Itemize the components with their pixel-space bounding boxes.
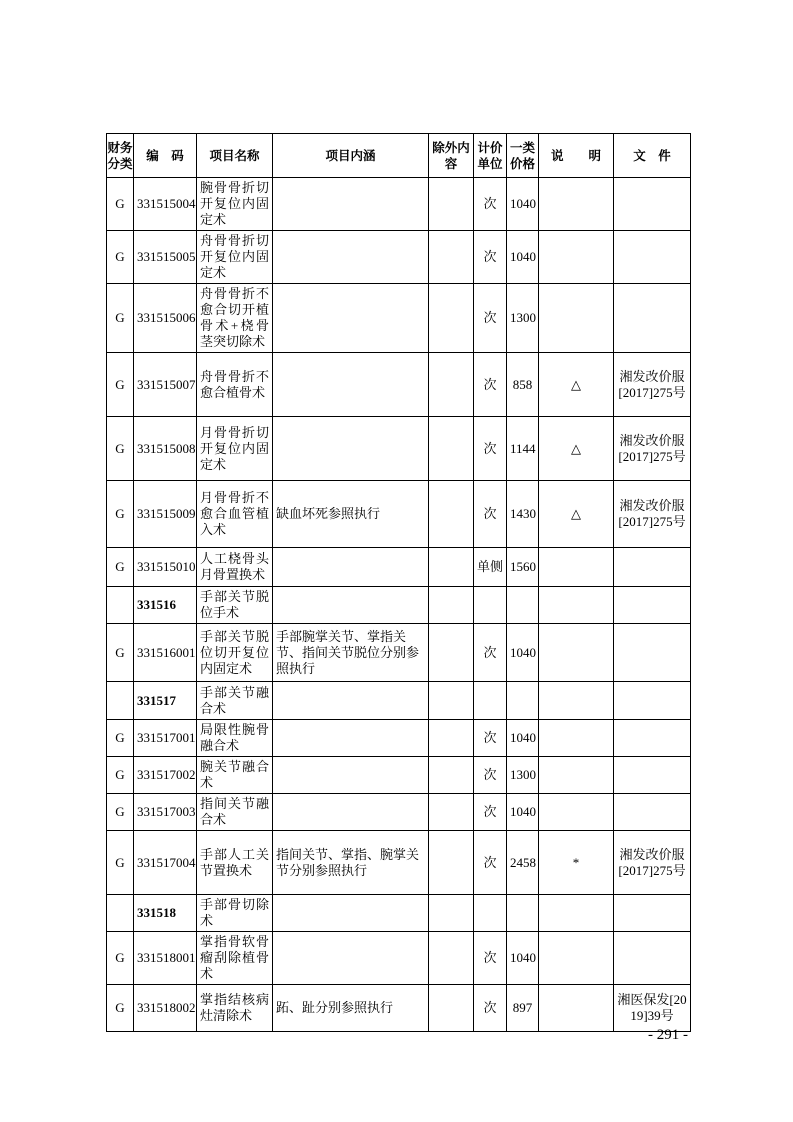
header-item-content: 项目内涵 [273,134,429,178]
cell-code: 331517004 [134,831,197,895]
cell-excluded [429,353,474,417]
cell-finance-class: G [107,231,134,284]
cell-unit: 次 [474,720,507,757]
cell-item-name: 手部骨切除术 [197,895,273,932]
cell-finance-class: G [107,831,134,895]
page-number: - 291 - [648,1027,688,1043]
cell-price: 1040 [507,794,539,831]
cell-finance-class: G [107,548,134,587]
cell-price: 1040 [507,231,539,284]
table-row [107,284,691,353]
cell-excluded [429,481,474,548]
cell-note [539,231,614,284]
cell-price: 1300 [507,757,539,794]
cell-code: 331515004 [134,178,197,231]
cell-finance-class: G [107,624,134,682]
cell-note [539,757,614,794]
table-row [107,757,691,794]
cell-price: 1040 [507,720,539,757]
cell-finance-class: G [107,417,134,481]
cell-item-name: 腕骨骨折切开复位内固定术 [197,178,273,231]
cell-unit [474,682,507,720]
cell-excluded [429,682,474,720]
cell-price: 897 [507,985,539,1032]
cell-item-content: 手部腕掌关节、掌指关节、指间关节脱位分别参照执行 [273,624,429,682]
cell-item-content [273,895,429,932]
cell-code: 331518 [134,895,197,932]
cell-item-content [273,353,429,417]
cell-note [539,587,614,624]
cell-excluded [429,831,474,895]
cell-finance-class: G [107,985,134,1032]
cell-finance-class [107,895,134,932]
table-row [107,682,691,720]
cell-unit: 次 [474,481,507,548]
cell-unit: 次 [474,417,507,481]
table-row [107,720,691,757]
header-class1-price: 一类价格 [507,134,539,178]
table-body [107,178,691,1032]
cell-finance-class: G [107,757,134,794]
cell-document: 湘发改价服[2017]275号 [614,831,691,895]
header-remark: 说 明 [539,134,614,178]
cell-document [614,548,691,587]
cell-item-name: 掌指骨软骨瘤刮除植骨术 [197,932,273,985]
cell-note [539,720,614,757]
cell-unit: 次 [474,284,507,353]
cell-code: 331515007 [134,353,197,417]
cell-finance-class: G [107,353,134,417]
cell-item-content: 跖、趾分别参照执行 [273,985,429,1032]
cell-unit: 次 [474,831,507,895]
cell-price [507,587,539,624]
cell-excluded [429,548,474,587]
cell-document: 湘医保发[2019]39号 [614,985,691,1032]
cell-price: 1144 [507,417,539,481]
cell-document [614,624,691,682]
cell-code: 331517001 [134,720,197,757]
cell-item-name: 人工桡骨头月骨置换术 [197,548,273,587]
cell-excluded [429,985,474,1032]
cell-price: 1040 [507,178,539,231]
cell-note [539,932,614,985]
table-row [107,548,691,587]
cell-unit: 次 [474,178,507,231]
cell-excluded [429,231,474,284]
cell-note: △ [539,481,614,548]
cell-price [507,895,539,932]
cell-excluded [429,587,474,624]
cell-unit: 次 [474,231,507,284]
cell-note: △ [539,417,614,481]
cell-item-content [273,587,429,624]
cell-excluded [429,178,474,231]
table-row [107,895,691,932]
cell-item-content: 缺血坏死参照执行 [273,481,429,548]
cell-item-content [273,284,429,353]
cell-excluded [429,794,474,831]
cell-code: 331515008 [134,417,197,481]
cell-document: 湘发改价服[2017]275号 [614,417,691,481]
cell-item-name: 手部关节脱位切开复位内固定术 [197,624,273,682]
cell-item-name: 舟骨骨折不愈合切开植骨术+桡骨茎突切除术 [197,284,273,353]
table-row [107,481,691,548]
cell-excluded [429,284,474,353]
header-excluded-content: 除外内容 [429,134,474,178]
cell-note: △ [539,353,614,417]
cell-price [507,682,539,720]
cell-unit: 次 [474,353,507,417]
cell-finance-class: G [107,794,134,831]
table-row [107,417,691,481]
cell-code: 331517 [134,682,197,720]
cell-item-name: 手部关节脱位手术 [197,587,273,624]
cell-item-name: 舟骨骨折切开复位内固定术 [197,231,273,284]
table-row [107,932,691,985]
table-row [107,353,691,417]
cell-document [614,231,691,284]
cell-document [614,284,691,353]
cell-unit: 次 [474,932,507,985]
table-row [107,794,691,831]
cell-code: 331517002 [134,757,197,794]
cell-price: 1040 [507,624,539,682]
cell-item-name: 手部人工关节置换术 [197,831,273,895]
cell-excluded [429,895,474,932]
cell-excluded [429,932,474,985]
cell-price: 858 [507,353,539,417]
header-row [107,134,691,178]
table-row [107,231,691,284]
cell-document [614,895,691,932]
cell-note: * [539,831,614,895]
cell-note [539,794,614,831]
table-row [107,985,691,1032]
cell-item-name: 月骨骨折不愈合血管植入术 [197,481,273,548]
cell-code: 331515010 [134,548,197,587]
cell-item-name: 手部关节融合术 [197,682,273,720]
cell-code: 331518001 [134,932,197,985]
cell-item-name: 舟骨骨折不愈合植骨术 [197,353,273,417]
cell-item-content [273,794,429,831]
cell-code: 331516001 [134,624,197,682]
table-header [107,134,691,178]
cell-document [614,178,691,231]
header-document: 文 件 [614,134,691,178]
cell-unit: 次 [474,794,507,831]
cell-note [539,895,614,932]
cell-item-content [273,417,429,481]
cell-code: 331518002 [134,985,197,1032]
cell-price: 1040 [507,932,539,985]
cell-note [539,985,614,1032]
cell-document: 湘发改价服[2017]275号 [614,481,691,548]
cell-document [614,932,691,985]
cell-finance-class: G [107,284,134,353]
cell-code: 331515006 [134,284,197,353]
cell-code: 331516 [134,587,197,624]
cell-excluded [429,624,474,682]
cell-finance-class [107,682,134,720]
cell-item-content [273,548,429,587]
cell-finance-class: G [107,481,134,548]
price-table [106,133,691,1032]
cell-finance-class: G [107,932,134,985]
cell-unit: 单侧 [474,548,507,587]
cell-document [614,794,691,831]
table-row [107,178,691,231]
cell-code: 331515009 [134,481,197,548]
cell-document: 湘发改价服[2017]275号 [614,353,691,417]
header-finance-class: 财务分类 [107,134,134,178]
cell-item-name: 指间关节融合术 [197,794,273,831]
cell-item-content [273,757,429,794]
cell-excluded [429,417,474,481]
cell-finance-class: G [107,720,134,757]
table-row [107,587,691,624]
cell-document [614,587,691,624]
cell-price: 2458 [507,831,539,895]
cell-finance-class [107,587,134,624]
header-code: 编 码 [134,134,197,178]
cell-note [539,682,614,720]
cell-item-name: 月骨骨折切开复位内固定术 [197,417,273,481]
cell-finance-class: G [107,178,134,231]
header-pricing-unit: 计价单位 [474,134,507,178]
cell-item-name: 局限性腕骨融合术 [197,720,273,757]
table-row [107,624,691,682]
cell-document [614,720,691,757]
cell-item-content [273,178,429,231]
cell-unit: 次 [474,757,507,794]
header-item-name: 项目名称 [197,134,273,178]
cell-note [539,178,614,231]
cell-note [539,624,614,682]
cell-unit: 次 [474,624,507,682]
cell-note [539,548,614,587]
cell-price: 1560 [507,548,539,587]
cell-item-content [273,720,429,757]
cell-unit [474,895,507,932]
cell-note [539,284,614,353]
cell-code: 331517003 [134,794,197,831]
cell-item-name: 腕关节融合术 [197,757,273,794]
cell-excluded [429,757,474,794]
table-row [107,831,691,895]
cell-item-name: 掌指结核病灶清除术 [197,985,273,1032]
cell-code: 331515005 [134,231,197,284]
cell-price: 1300 [507,284,539,353]
cell-unit [474,587,507,624]
cell-excluded [429,720,474,757]
cell-unit: 次 [474,985,507,1032]
cell-document [614,757,691,794]
cell-item-content [273,682,429,720]
cell-document [614,682,691,720]
cell-price: 1430 [507,481,539,548]
cell-item-content [273,231,429,284]
cell-item-content [273,932,429,985]
cell-item-content: 指间关节、掌指、腕掌关节分别参照执行 [273,831,429,895]
